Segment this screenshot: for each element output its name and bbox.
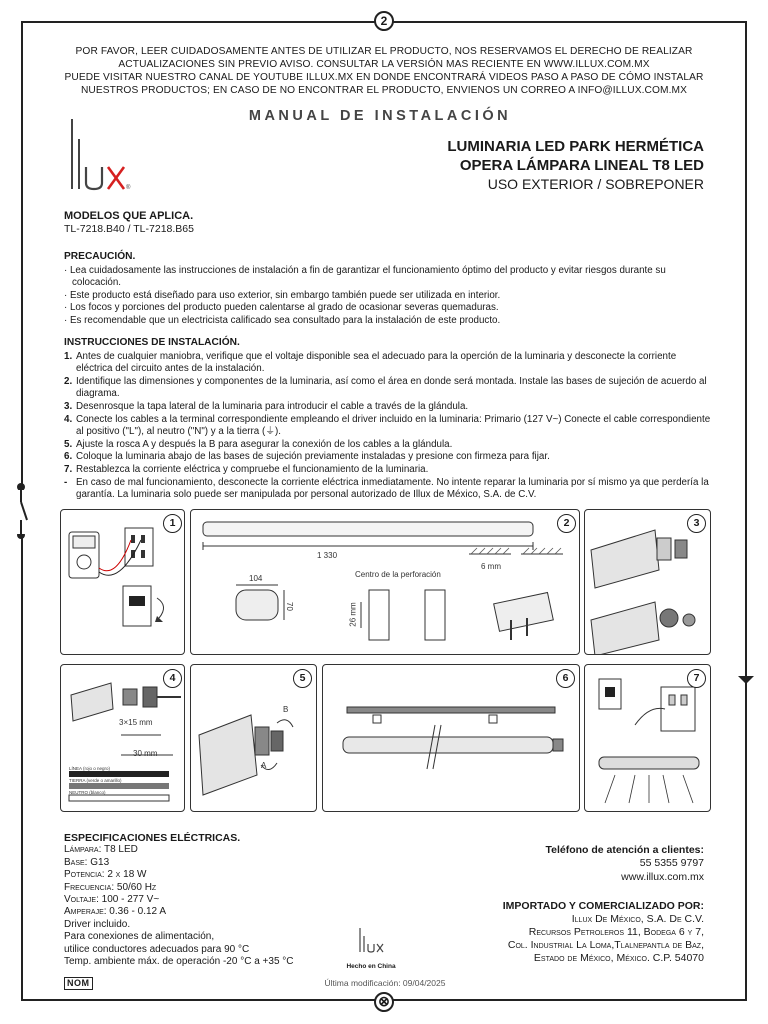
spec-voltaje: Voltaje: 100 - 277 V~ [64, 894, 160, 906]
label-b: B [283, 705, 289, 714]
fold-line-icon [12, 484, 32, 544]
instruction-step: 4. Conecte los cables a la terminal correspondiente empleando el driver incluido en la luminaria: Primario (127 V~) Conecte el cable correspondiente al positivo ("L"), al neutro ("N") y a la tierra (⏚). [64, 413, 711, 438]
height-dimension: 70 [284, 602, 294, 611]
importer-line-4: Estado de México, México. C.P. 54070 [533, 952, 704, 964]
importer-line-1: Illux De México, S.A. De C.V. [571, 913, 704, 925]
instruction-step: - En caso de mal funcionamiento, desconecte la corriente eléctrica inmediatamente. No intente reparar la luminaria por sí mismo ya que perdería la garantía. La luminaria solo puede ser manipulada por personal autorizado de Illux de México, S.A. de C.V. [64, 476, 709, 501]
spec-potencia: Potencia: 2 x 18 W [64, 869, 147, 881]
page-number-mark: 2 [374, 11, 394, 31]
line-wire-label: LÍNEA (rojo o negro) [69, 766, 111, 771]
caution-item: · Este producto está diseñado para uso exterior, sin embargo también puede ser utilizada en interior. [64, 289, 501, 301]
instruction-step: 7. Restablezca la corriente eléctrica y compruebe el funcionamiento de la luminaria. [64, 463, 429, 475]
step-number-5: 5 [293, 669, 312, 688]
made-in-china: Hecho en China [346, 963, 396, 970]
diagram-panel-6 [322, 664, 580, 812]
instruction-step: 1. Antes de cualquier maniobra, verifique que el voltaje disponible sea el adecuado para la operción de la luminaria y desconecte la corriente eléctrica del circuito antes de la instalación. [64, 350, 677, 375]
diagram-panel-1 [60, 509, 185, 655]
product-line-1: LUMINARIA LED PARK HERMÉTICA [447, 138, 704, 155]
gap-dimension: 6 mm [481, 562, 501, 571]
spacing-dimension: 26 mm [348, 602, 358, 627]
notice-text: POR FAVOR, LEER CUIDADOSAMENTE ANTES DE UTILIZAR EL PRODUCTO, NOS RESERVAMOS EL DERECHO DE REALIZAR ACTUALIZACIONES SIN PREVIO AVISO. CONSULTAR LA VERSIÓN MAS RECIENTE EN WWW.ILLUX.COM.MX PUEDE VISITAR NUESTRO CANAL DE YOUTUBE ILLUX.MX EN DONDE ENCONTRARÁ VIDEOS PASO A PASO DE CÓMO INSTALAR NUESTROS PRODUCTOS; EN CASO DE NO ENCONTRAR EL PRODUCTO, ENVIENOS UN CORREO A INFO@ILLUX.COM.MX [64, 46, 704, 96]
neutral-wire-label: NEUTRO (blanco) [69, 790, 106, 795]
mounting-illustration [323, 665, 580, 812]
arrow-down-icon [736, 670, 756, 694]
width-dimension: 104 [249, 574, 263, 583]
caution-item: · Lea cuidadosamente las instrucciones de instalación a fin de garantizar el funcionamiento óptimo del producto y evitar riesgos durante su colocación. [64, 264, 666, 289]
models-title: MODELOS QUE APLICA. [64, 210, 194, 222]
importer-line-2: Recursos Petroleros 11, Bodega 6 y 7, [528, 926, 704, 938]
spec-amperaje: Amperaje: 0.36 - 0.12 A [64, 906, 166, 918]
contact-title: Teléfono de atención a clientes: [545, 844, 704, 856]
step-number-4: 4 [163, 669, 182, 688]
spec-frecuencia: Frecuencia: 50/60 Hz [64, 881, 157, 893]
svg-text:®: ® [126, 185, 131, 191]
step-number-7: 7 [687, 669, 706, 688]
electrical-specs [64, 832, 364, 968]
step-number-6: 6 [556, 669, 575, 688]
manual-title: MANUAL DE INSTALACIÓN [248, 108, 512, 124]
product-line-3: USO EXTERIOR / SOBREPONER [487, 176, 704, 192]
last-modified: Última modificación: 09/04/2025 [324, 978, 446, 988]
step-number-2: 2 [557, 514, 576, 533]
diagram-panel-5 [190, 664, 317, 812]
spec-base: Base: G13 [64, 856, 110, 868]
models-value: TL-7218.B40 / TL-7218.B65 [64, 222, 194, 235]
spec-conexiones-2: utilice conductores adecuados para 90 °C [64, 943, 250, 955]
diagram-panel-7 [584, 664, 711, 812]
nom-stamp: NOM [64, 977, 93, 990]
cut-mark-icon: ⊗ [374, 992, 394, 1012]
importer-title: IMPORTADO Y COMERCIALIZADO POR: [502, 900, 704, 912]
label-a: A [261, 761, 267, 770]
caution-title: PRECAUCIÓN. [64, 251, 136, 262]
contact-web: www.illux.com.mx [621, 870, 704, 883]
specs-title: ESPECIFICACIONES ELÉCTRICAS. [64, 832, 241, 844]
product-title [380, 137, 704, 194]
illux-small-logo [356, 926, 386, 956]
importer-info [400, 900, 704, 965]
instruction-step: 2. Identifique las dimensiones y componentes de la luminaria, así como el área en donde será montada. Instale las bases de sujeción de acuerdo al diagrama. [64, 375, 707, 400]
length-dimension: 30 mm [133, 749, 158, 758]
spec-temp: Temp. ambiente máx. de operación -20 °C a +35 °C [64, 956, 294, 968]
spec-conexiones-1: Para conexiones de alimentación, [64, 931, 215, 943]
product-line-2: OPERA LÁMPARA LINEAL T8 LED [459, 157, 704, 174]
instruction-step: 3. Desenrosque la tapa lateral de la luminaria para introducir el cable a través de la glándula. [64, 400, 469, 412]
step-number-1: 1 [163, 514, 182, 533]
instructions-section [64, 337, 714, 502]
diagram-panel-4 [60, 664, 185, 812]
contact-phone: 55 5355 9797 [639, 857, 704, 870]
spec-driver: Driver incluido. [64, 918, 131, 930]
instruction-step: 6. Coloque la luminaria abajo de las bases de sujeción previamente instaladas y presione con firmeza para fijar. [64, 451, 550, 463]
caution-section [64, 251, 714, 328]
diagram-panel-2 [190, 509, 580, 655]
instructions-title: INSTRUCCIONES DE INSTALACIÓN. [64, 337, 240, 348]
multimeter-outlet-illustration [61, 510, 185, 655]
strip-dimension: 3×15 mm [119, 718, 153, 727]
ground-wire-label: TIERRA (verde o amarillo) [69, 778, 122, 783]
illux-logo [64, 117, 144, 197]
caution-item: · Los focos y porciones del producto pueden calentarse al grado de ocasionar severas quemaduras. [64, 302, 499, 314]
length-dimension: 1 330 [317, 551, 338, 560]
step-number-3: 3 [687, 514, 706, 533]
center-label: Centro de la perforación [355, 570, 441, 579]
customer-contact [430, 844, 704, 884]
importer-line-3: Col. Industrial La Loma,Tlalnepantla de Baz, [507, 939, 704, 951]
models-section [64, 210, 714, 235]
made-in-badge [346, 926, 396, 970]
instruction-step: 5. Ajuste la rosca A y después la B para asegurar la conexión de los cables a la glándula. [64, 438, 453, 450]
caution-item: · Es recomendable que un electricista calificado sea consultado para la instalación de este producto. [64, 314, 501, 326]
spec-lampara: Lámpara: T8 LED [64, 844, 138, 856]
diagram-panel-3 [584, 509, 711, 655]
